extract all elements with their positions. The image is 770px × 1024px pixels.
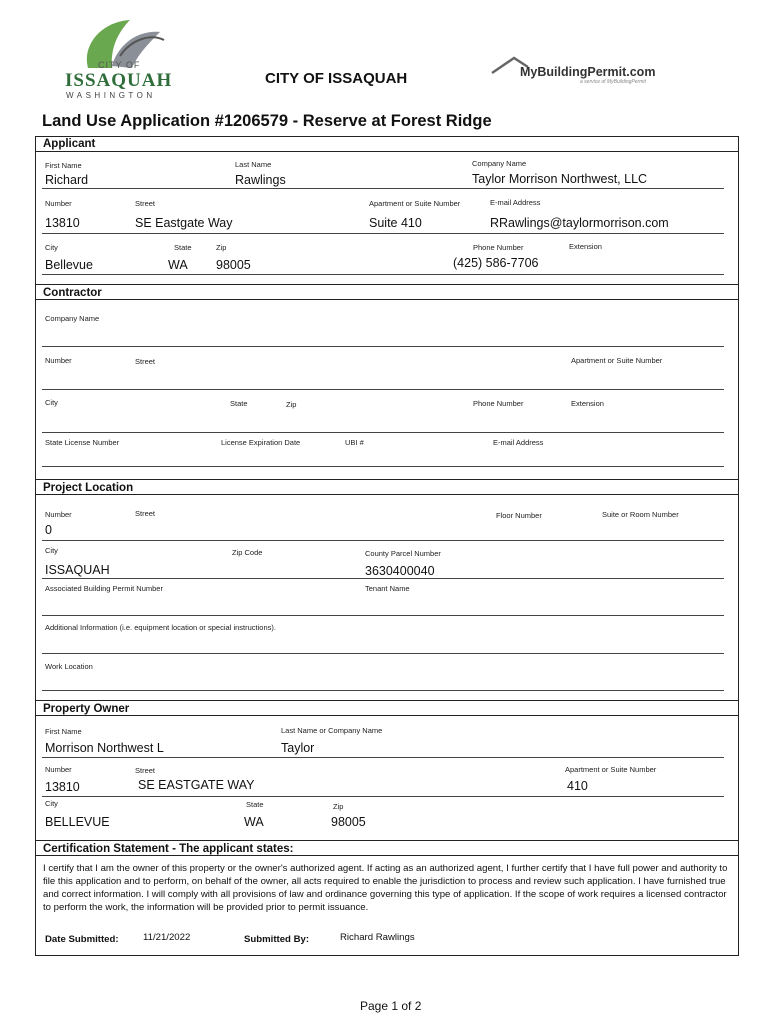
project-floor-label: Floor Number [496, 511, 542, 520]
owner-street-label: Street [135, 766, 156, 775]
divider [42, 615, 724, 616]
applicant-state-label: State [174, 243, 192, 252]
contractor-street-label: Street [135, 357, 156, 366]
owner-zip-label: Zip [333, 802, 344, 811]
project-parcel-label: County Parcel Number [365, 549, 441, 558]
applicant-first-name-label: First Name [45, 161, 82, 170]
mybuildingpermit-logo [490, 55, 660, 85]
divider [42, 540, 724, 541]
divider [42, 466, 724, 467]
contractor-zip-label: Zip [286, 400, 297, 409]
owner-last-name: Taylor [281, 741, 315, 755]
divider [42, 432, 724, 433]
applicant-apt: Suite 410 [369, 216, 422, 230]
owner-state-label: State [246, 800, 264, 809]
applicant-phone-label: Phone Number [473, 243, 524, 252]
submitted-by-label: Submitted By: [244, 934, 310, 945]
project-assoc-permit-label: Associated Building Permit Number [45, 584, 163, 593]
divider [42, 653, 724, 654]
applicant-zip: 98005 [216, 258, 251, 272]
applicant-extension-label: Extension [569, 242, 602, 251]
contractor-extension-label: Extension [571, 399, 604, 408]
page-number: Page 1 of 2 [360, 999, 422, 1013]
divider [42, 346, 724, 347]
applicant-city-label: City [45, 243, 58, 252]
applicant-city: Bellevue [45, 258, 93, 272]
project-city-label: City [45, 546, 58, 555]
applicant-first-name: Richard [45, 173, 89, 187]
project-additional-info-label: Additional Information (i.e. equipment location or special instructions). [45, 623, 276, 632]
owner-apt: 410 [567, 779, 588, 793]
section-property-owner: Property Owner [35, 700, 738, 716]
applicant-last-name-label: Last Name [235, 160, 272, 169]
applicant-email: RRawlings@taylormorrison.com [490, 216, 669, 230]
logo-washington: WASHINGTON [66, 91, 156, 100]
divider [42, 796, 724, 797]
logo-city-of: CITY OF [98, 60, 141, 70]
city-title: CITY OF ISSAQUAH [265, 70, 408, 87]
owner-street: SE EASTGATE WAY [138, 778, 255, 792]
contractor-license-exp-label: License Expiration Date [221, 438, 301, 447]
applicant-apt-label: Apartment or Suite Number [369, 199, 461, 208]
project-city: ISSAQUAH [45, 563, 110, 577]
divider [42, 274, 724, 275]
owner-first-name-label: First Name [45, 727, 82, 736]
contractor-company-label: Company Name [45, 314, 100, 323]
applicant-company: Taylor Morrison Northwest, LLC [472, 172, 648, 186]
project-street-label: Street [135, 509, 156, 518]
city-logo [60, 16, 180, 100]
section-certification: Certification Statement - The applicant states: [35, 840, 738, 856]
owner-last-name-label: Last Name or Company Name [281, 726, 383, 735]
contractor-apt-label: Apartment or Suite Number [571, 356, 663, 365]
project-work-location-label: Work Location [45, 662, 93, 671]
contractor-state-label: State [230, 399, 248, 408]
applicant-street-label: Street [135, 199, 156, 208]
divider [42, 690, 724, 691]
contractor-phone-label: Phone Number [473, 399, 524, 408]
mbp-tagline: a service of MyBuildingPermit [580, 79, 646, 85]
section-project-location: Project Location [35, 479, 738, 495]
owner-city-label: City [45, 799, 58, 808]
applicant-email-label: E-mail Address [490, 198, 541, 207]
date-submitted-label: Date Submitted: [45, 934, 119, 945]
applicant-company-label: Company Name [472, 159, 527, 168]
logo-issaquah: ISSAQUAH [65, 70, 173, 91]
divider [42, 757, 724, 758]
contractor-ubi-label: UBI # [345, 438, 364, 447]
divider [42, 578, 724, 579]
owner-state: WA [244, 815, 264, 829]
owner-zip: 98005 [331, 815, 366, 829]
applicant-street: SE Eastgate Way [135, 216, 233, 230]
divider [42, 233, 724, 234]
applicant-zip-label: Zip [216, 243, 227, 252]
contractor-city-label: City [45, 398, 58, 407]
project-number-label: Number [45, 510, 72, 519]
applicant-state: WA [168, 258, 188, 272]
applicant-number-label: Number [45, 199, 72, 208]
section-applicant: Applicant [35, 136, 738, 152]
contractor-email-label: E-mail Address [493, 438, 544, 447]
contractor-license-label: State License Number [45, 438, 120, 447]
applicant-phone: (425) 586-7706 [453, 256, 539, 270]
owner-city: BELLEVUE [45, 815, 110, 829]
owner-number: 13810 [45, 780, 80, 794]
applicant-number: 13810 [45, 216, 80, 230]
project-tenant-label: Tenant Name [365, 584, 410, 593]
mbp-name: MyBuildingPermit.com [520, 65, 656, 79]
document-title: Land Use Application #1206579 - Reserve at Forest Ridge [42, 112, 492, 130]
project-zip-label: Zip Code [232, 548, 263, 557]
section-contractor: Contractor [35, 284, 738, 300]
project-parcel: 3630400040 [365, 564, 435, 578]
date-submitted: 11/21/2022 [143, 932, 191, 943]
certification-text: I certify that I am the owner of this property or the owner's authorized agent. If acting as an authorized agent, I further certify that I have full power and authority to file this application and to perform, on behalf of the owner, all acts required to enable the jurisdiction to process and review such application. I have furnished true and correct information. I will comply with all provisions of law and ordinance governing this type of application. If the scope of work requires a licensed contractor to perform the work, the information will be provided prior to permit issuance. [43, 863, 728, 913]
submitted-by: Richard Rawlings [340, 932, 415, 943]
owner-apt-label: Apartment or Suite Number [565, 765, 657, 774]
project-suite-label: Suite or Room Number [602, 510, 679, 519]
divider [42, 188, 724, 189]
applicant-last-name: Rawlings [235, 173, 286, 187]
owner-first-name: Morrison Northwest L [45, 741, 164, 755]
contractor-number-label: Number [45, 356, 72, 365]
divider [42, 389, 724, 390]
form-frame [35, 136, 739, 956]
owner-number-label: Number [45, 765, 72, 774]
project-number: 0 [45, 523, 52, 537]
